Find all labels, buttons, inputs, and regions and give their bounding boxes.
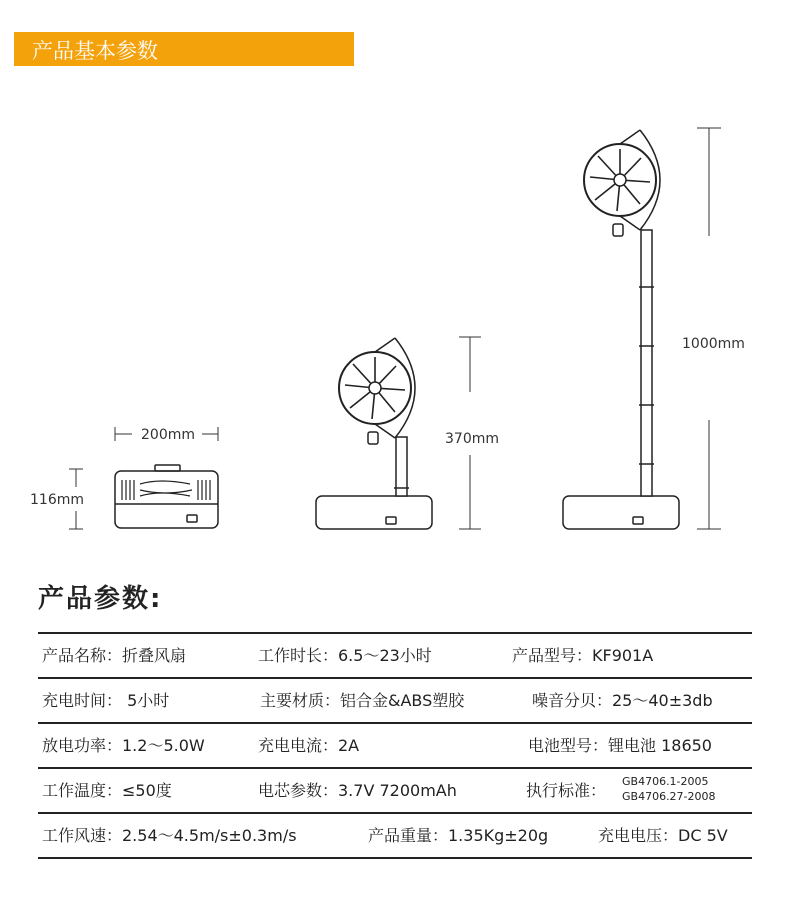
- width-label: 200mm: [141, 427, 195, 443]
- spec-cell: 产品名称：折叠风扇: [42, 646, 187, 665]
- mid-height-label: 370mm: [445, 431, 499, 447]
- spec-cell: 噪音分贝：25～40±3db: [532, 691, 713, 710]
- spec-cell: 充电电压：DC 5V: [598, 826, 728, 845]
- spec-cell: 充电时间： 5小时: [42, 691, 170, 710]
- folded-fan-illustration: [115, 465, 218, 528]
- spec-section-title: 产品参数:: [38, 584, 163, 614]
- standard-line: GB4706.1-2005: [622, 775, 709, 788]
- spec-cell: 工作风速：2.54～4.5m/s±0.3m/s: [42, 826, 297, 845]
- spec-row: [38, 632, 752, 677]
- folded-height-label: 116mm: [30, 492, 84, 508]
- standards-list: [622, 774, 716, 804]
- spec-row: [38, 767, 752, 812]
- spec-cell: 放电功率：1.2～5.0W: [42, 736, 205, 755]
- max-height-label: 1000mm: [682, 336, 745, 352]
- spec-cell: 电芯参数：3.7V 7200mAh: [258, 781, 457, 800]
- spec-cell: 执行标准：: [526, 781, 607, 800]
- spec-cell: 产品型号：KF901A: [512, 646, 654, 665]
- spec-cell: 产品重量：1.35Kg±20g: [368, 826, 549, 845]
- spec-cell: 工作温度：≤50度: [42, 781, 172, 800]
- max-height-fan-illustration: [563, 130, 679, 529]
- spec-cell: 电池型号：锂电池 18650: [528, 736, 712, 755]
- spec-row: [38, 722, 752, 767]
- max-height-dimension-line: [697, 128, 721, 529]
- spec-cell: 充电电流：2A: [258, 736, 360, 755]
- spec-cell: 工作时长：6.5～23小时: [258, 646, 432, 665]
- spec-cell: 主要材质：铝合金&ABS塑胶: [260, 691, 465, 710]
- standard-line: GB4706.27-2008: [622, 790, 716, 803]
- spec-row: [38, 677, 752, 722]
- spec-table: [38, 632, 752, 859]
- spec-row: [38, 812, 752, 859]
- mid-height-fan-illustration: [316, 338, 432, 529]
- banner-title: 产品基本参数: [32, 39, 158, 63]
